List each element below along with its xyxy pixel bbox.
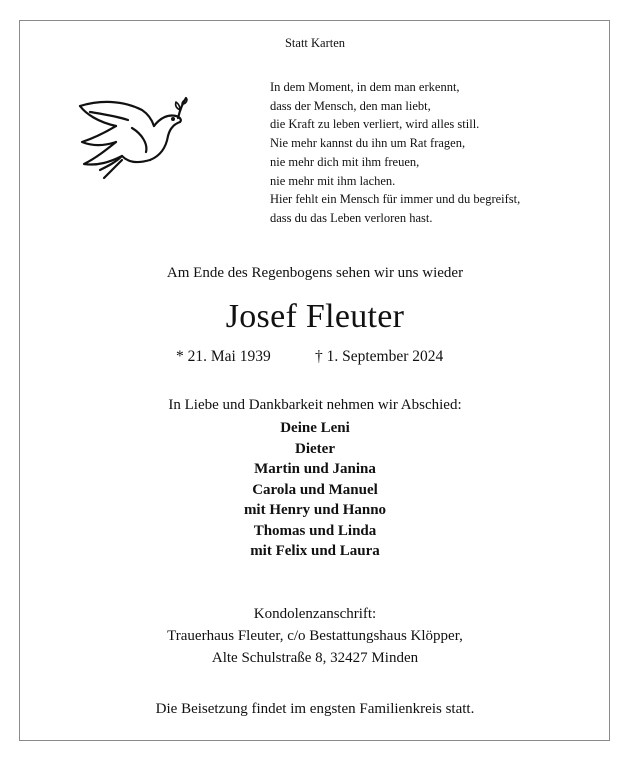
poem-line: dass der Mensch, den man liebt, <box>270 98 431 113</box>
mourner-line: Thomas und Linda <box>253 522 377 539</box>
condolence-address <box>0 603 630 669</box>
deceased-name: Josef Fleuter <box>225 298 405 335</box>
birth-date: * 21. Mai 1939 <box>176 348 271 365</box>
poem-line: Hier fehlt ein Mensch für immer und du begreifst, <box>270 192 521 207</box>
mourner-line: Dieter <box>295 440 335 457</box>
death-date: † 1. September 2024 <box>315 348 444 365</box>
condolence-line: Trauerhaus Fleuter, c/o Bestattungshaus Klöpper, <box>167 628 463 644</box>
mourner-line: mit Henry und Hanno <box>243 502 387 518</box>
poem-line: die Kraft zu leben verliert, wird alles still. <box>270 117 480 132</box>
motto: Am Ende des Regenbogens sehen wir uns wieder <box>166 265 464 281</box>
mourner-line: Deine Leni <box>280 420 350 436</box>
condolence-line: Alte Schulstraße 8, 32427 Minden <box>211 650 419 666</box>
farewell-intro: In Liebe und Dankbarkeit nehmen wir Abschied: <box>168 397 462 413</box>
header-note: Statt Karten <box>284 36 346 50</box>
poem-line: dass du das Leben verloren hast. <box>270 210 433 225</box>
mourner-line: Carola und Manuel <box>252 481 378 498</box>
poem-line: Nie mehr kannst du ihn um Rat fragen, <box>270 136 466 151</box>
poem-line: nie mehr mit ihm lachen. <box>270 173 396 188</box>
poem-line: nie mehr dich mit ihm freuen, <box>270 154 420 169</box>
poem <box>270 78 520 228</box>
mourners-list <box>0 418 630 562</box>
condolence-heading: Kondolenzanschrift: <box>253 606 377 622</box>
mourner-line: Martin und Janina <box>254 461 376 477</box>
funeral-note: Die Beisetzung findet im engsten Familienkreis statt. <box>155 701 475 717</box>
dove-with-olive-branch-icon <box>76 92 188 188</box>
mourner-line: mit Felix und Laura <box>250 543 380 559</box>
poem-line: In dem Moment, in dem man erkennt, <box>270 80 460 94</box>
